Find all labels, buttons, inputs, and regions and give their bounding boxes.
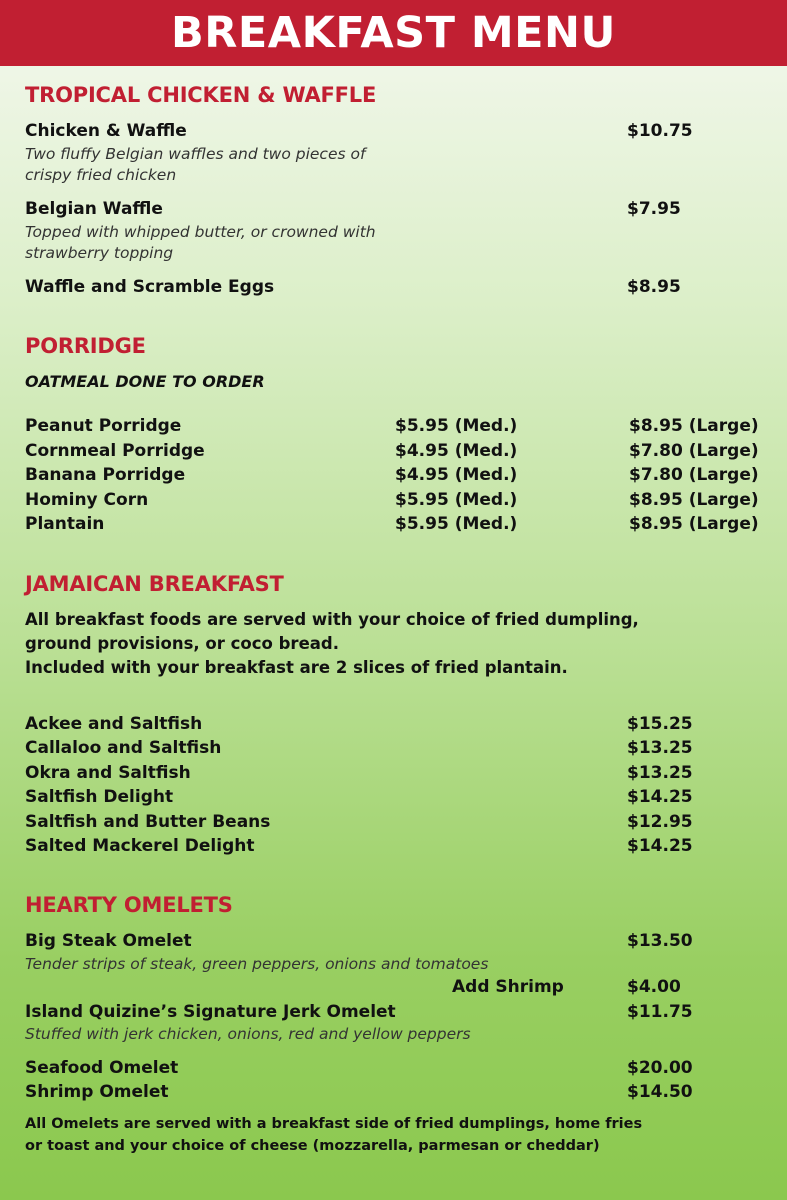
item-price-large: $8.95 (Large) (629, 514, 759, 534)
item-name: Island Quizine’s Signature Jerk Omelet (25, 1002, 396, 1022)
item-price: $11.75 (627, 1002, 693, 1022)
item-name: Waffle and Scramble Eggs (25, 277, 275, 297)
item-name: Ackee and Saltfish (25, 714, 203, 734)
section-heading-omelets: HEARTY OMELETS (25, 893, 233, 917)
item-name: Shrimp Omelet (25, 1082, 169, 1102)
item-price: $13.25 (627, 738, 693, 758)
item-price: $14.50 (627, 1082, 693, 1102)
item-description: Tender strips of steak, green peppers, onions and tomatoes (25, 955, 489, 973)
item-name: Plantain (25, 514, 105, 534)
item-description: crispy fried chicken (25, 166, 177, 184)
item-price-medium: $4.95 (Med.) (395, 441, 518, 461)
omelet-footer-note: All Omelets are served with a breakfast side of fried dumplings, home fries (25, 1116, 643, 1132)
item-price-large: $7.80 (Large) (629, 441, 759, 461)
addon-label: Add Shrimp (452, 977, 564, 997)
menu-title: BREAKFAST MENU (171, 8, 616, 58)
item-name: Seafood Omelet (25, 1058, 179, 1078)
item-name: Peanut Porridge (25, 416, 182, 436)
item-name: Chicken & Waffle (25, 121, 187, 141)
item-name: Saltfish Delight (25, 787, 174, 807)
section-note: All breakfast foods are served with your choice of fried dumpling, (25, 610, 639, 629)
item-name: Callaloo and Saltfish (25, 738, 222, 758)
section-heading-porridge: PORRIDGE (25, 334, 146, 358)
item-price: $7.95 (627, 199, 681, 219)
section-heading-jamaican: JAMAICAN BREAKFAST (25, 572, 284, 596)
item-name: Okra and Saltfish (25, 763, 191, 783)
item-name: Saltfish and Butter Beans (25, 812, 271, 832)
item-description: Topped with whipped butter, or crowned with (25, 223, 376, 241)
addon-price: $4.00 (627, 977, 681, 997)
item-price-medium: $5.95 (Med.) (395, 490, 518, 510)
item-price: $15.25 (627, 714, 693, 734)
item-price: $8.95 (627, 277, 681, 297)
item-price: $13.50 (627, 931, 693, 951)
item-name: Banana Porridge (25, 465, 186, 485)
item-name: Salted Mackerel Delight (25, 836, 255, 856)
section-note: Included with your breakfast are 2 slices of fried plantain. (25, 658, 568, 677)
item-name: Belgian Waffle (25, 199, 163, 219)
omelet-footer-note: or toast and your choice of cheese (mozzarella, parmesan or cheddar) (25, 1138, 600, 1154)
item-price: $14.25 (627, 787, 693, 807)
item-price-medium: $5.95 (Med.) (395, 416, 518, 436)
menu-header (0, 0, 787, 66)
item-name: Big Steak Omelet (25, 931, 192, 951)
item-price: $20.00 (627, 1058, 693, 1078)
item-description: Stuffed with jerk chicken, onions, red and yellow peppers (25, 1025, 471, 1043)
item-price-medium: $5.95 (Med.) (395, 514, 518, 534)
item-name: Hominy Corn (25, 490, 149, 510)
item-description: Two fluffy Belgian waffles and two pieces of (25, 145, 366, 163)
item-price-large: $8.95 (Large) (629, 416, 759, 436)
item-price-large: $7.80 (Large) (629, 465, 759, 485)
item-name: Cornmeal Porridge (25, 441, 205, 461)
item-price: $12.95 (627, 812, 693, 832)
item-price: $13.25 (627, 763, 693, 783)
item-price: $14.25 (627, 836, 693, 856)
item-description: strawberry topping (25, 244, 174, 262)
item-price: $10.75 (627, 121, 693, 141)
item-price-large: $8.95 (Large) (629, 490, 759, 510)
item-price-medium: $4.95 (Med.) (395, 465, 518, 485)
section-note: ground provisions, or coco bread. (25, 634, 339, 653)
section-heading-tropical: TROPICAL CHICKEN & WAFFLE (25, 83, 377, 107)
section-subheading: OATMEAL DONE TO ORDER (25, 372, 265, 391)
